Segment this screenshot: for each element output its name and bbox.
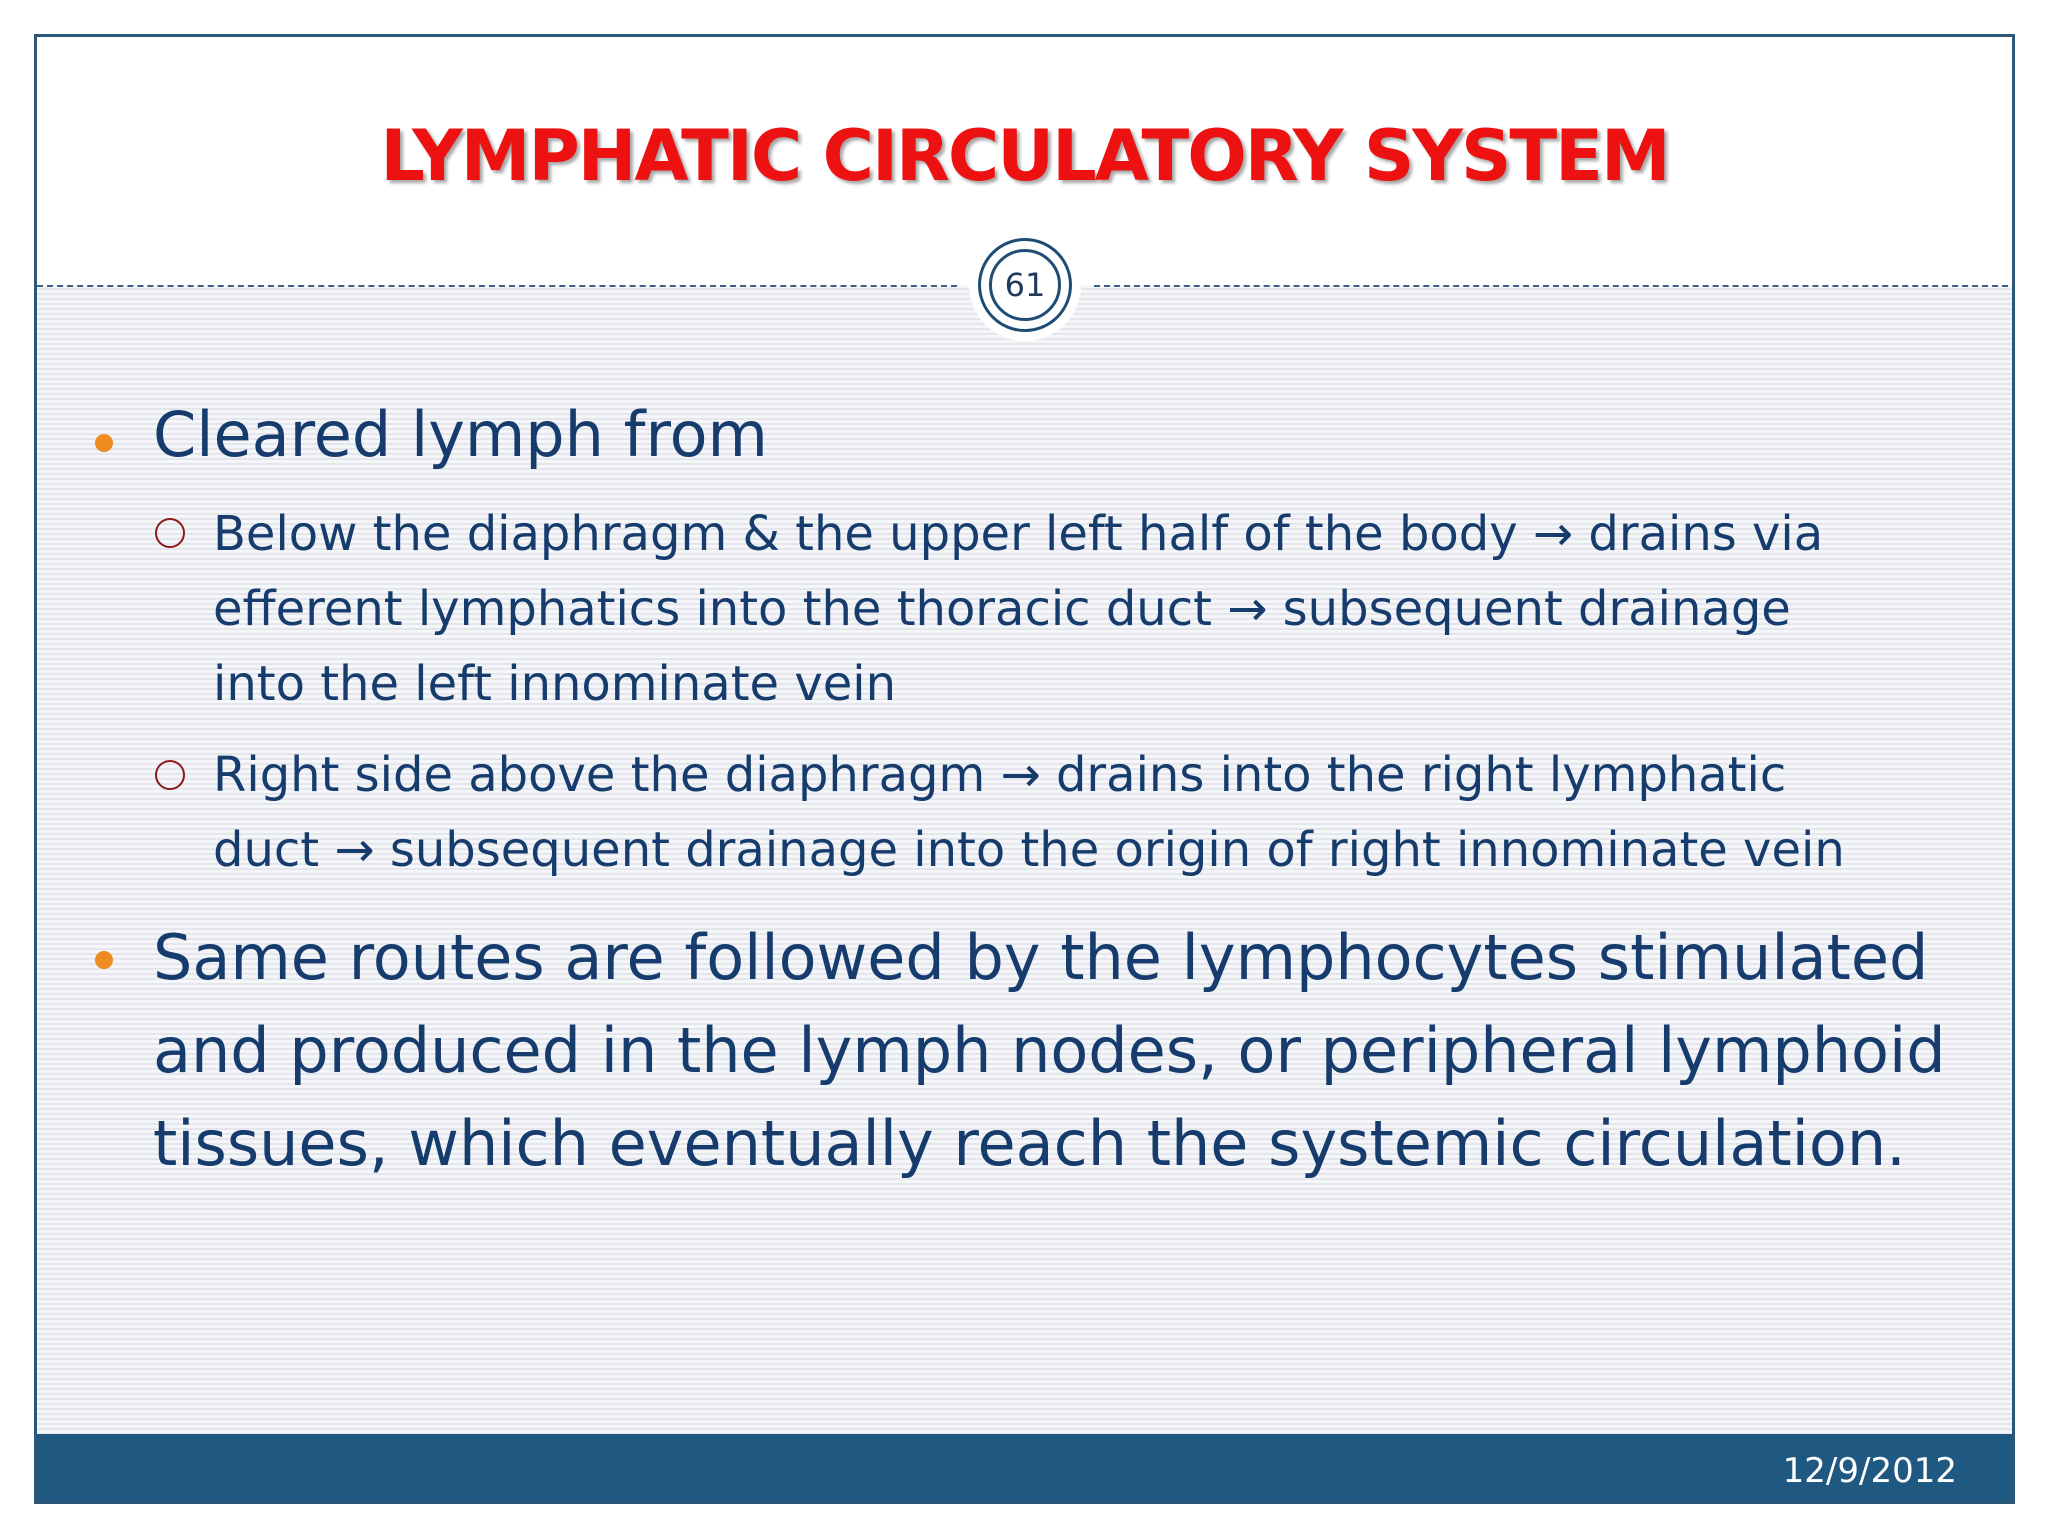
sub-bullet-1-2-line-1: Right side above the diaphragm → drains into the right lymphatic xyxy=(213,747,1787,803)
bullet-text-1: Cleared lymph from xyxy=(153,398,768,471)
bullet-2-line-3: tissues, which eventually reach the systemic circulation. xyxy=(153,1107,1906,1180)
title-divider-right xyxy=(1094,285,2015,287)
slide-title: LYMPHATIC CIRCULATORY SYSTEM xyxy=(380,115,1669,197)
sub-bullet-circle xyxy=(155,518,185,548)
footer-date: 12/9/2012 xyxy=(1782,1451,1957,1491)
sub-bullet-1-1-line-3: into the left innominate vein xyxy=(213,656,897,712)
sub-bullet-1-1-line-1: Below the diaphragm & the upper left half of the body → drains via xyxy=(213,506,1824,562)
sub-bullet-1-2 xyxy=(213,738,1993,888)
sub-bullet-circle xyxy=(155,760,185,790)
bullet-dot xyxy=(95,951,113,969)
sub-bullet-1-2-line-2: duct → subsequent drainage into the origin of right innominate vein xyxy=(213,822,1845,878)
bullet-dot xyxy=(95,434,113,452)
bullet-2-line-1: Same routes are followed by the lymphocytes stimulated xyxy=(153,921,1929,994)
page-badge-ring xyxy=(978,238,1072,332)
bullet-text-2 xyxy=(153,911,1993,1190)
page-number-badge xyxy=(975,235,1075,335)
sub-bullet-1-1 xyxy=(213,497,1993,722)
title-divider-left xyxy=(37,285,957,287)
footer-bar xyxy=(37,1434,2012,1504)
sub-bullet-1-1-line-2: efferent lymphatics into the thoracic duct → subsequent drainage xyxy=(213,581,1791,637)
slide xyxy=(34,34,2015,1504)
bullet-2-line-2: and produced in the lymph nodes, or peripheral lymphoid xyxy=(153,1014,1946,1087)
page-number: 61 xyxy=(989,249,1061,321)
content-area xyxy=(37,285,2012,1471)
